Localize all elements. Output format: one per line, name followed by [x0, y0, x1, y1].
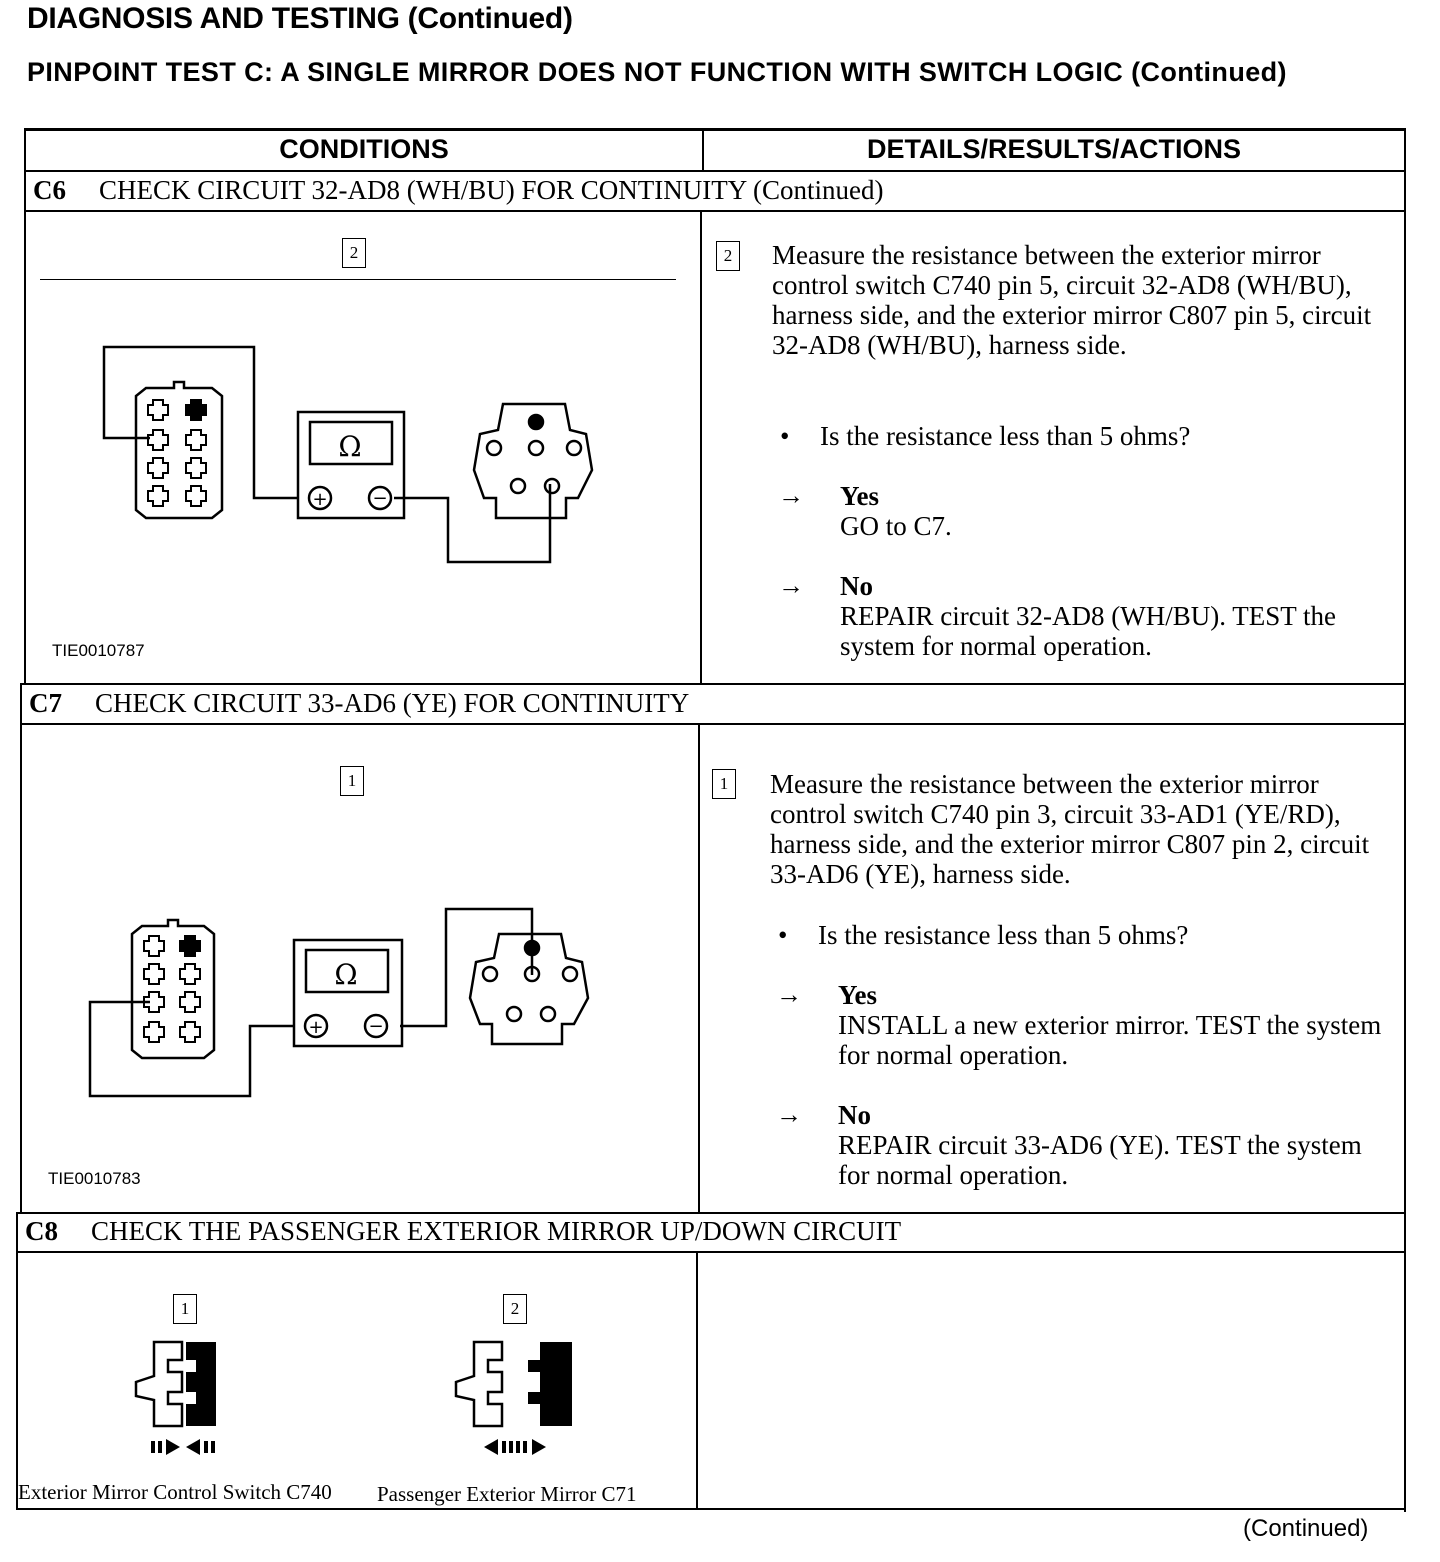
connector-caption: Exterior Mirror Control Switch C740 — [18, 1480, 332, 1504]
switch-connector-icon — [136, 1342, 182, 1426]
column-header-details: DETAILS/RESULTS/ACTIONS — [866, 134, 1241, 164]
ohm-symbol: Ω — [334, 958, 358, 991]
arrow-right-icon: → — [776, 980, 802, 1009]
section-id: C6 — [33, 175, 66, 205]
result-label: No — [840, 571, 873, 601]
bullet-icon: • — [780, 421, 790, 451]
step-number-box: 1 — [173, 1294, 197, 1324]
section-id: C7 — [29, 688, 62, 718]
result-label: Yes — [840, 481, 879, 511]
column-header-conditions: CONDITIONS — [279, 134, 449, 164]
result-action: REPAIR circuit 32-AD8 (WH/BU). TEST the system for normal operation. — [840, 601, 1336, 661]
test-question: Is the resistance less than 5 ohms? — [820, 421, 1191, 451]
page-title: DIAGNOSIS AND TESTING (Continued) — [27, 2, 573, 35]
arrow-right-icon: → — [776, 1100, 802, 1129]
step-number-box: 2 — [503, 1294, 527, 1324]
mirror-connector-icon — [456, 1342, 502, 1426]
result-label: No — [838, 1100, 871, 1130]
section-title: CHECK THE PASSENGER EXTERIOR MIRROR UP/DOWN CIRCUIT — [91, 1216, 902, 1246]
connector-icons-c8 — [0, 0, 700, 1510]
step-number-box: 1 — [340, 766, 364, 796]
connector-mate-icon — [528, 1342, 572, 1426]
step-number-box: 2 — [716, 241, 740, 271]
table-border-right — [1404, 128, 1406, 1512]
column-divider — [700, 210, 702, 685]
ohm-symbol: Ω — [338, 430, 362, 463]
bullet-icon: • — [778, 920, 788, 950]
arrows-inward-icon — [151, 1439, 215, 1455]
step-number-box: 1 — [712, 769, 736, 799]
step-instruction: Measure the resistance between the exterior mirror control switch C740 pin 5, circuit 32-AD8 (WH/BU), harness side, and the exterior mirror C807 pin 5, circuit 32-AD8 (WH/BU), harness side. — [772, 240, 1372, 360]
result-yes — [838, 980, 1388, 1070]
arrows-outward-icon — [484, 1439, 546, 1455]
figure-id: TIE0010787 — [52, 641, 145, 660]
connector-caption: Passenger Exterior Mirror C71 — [377, 1482, 637, 1506]
arrow-right-icon: → — [778, 481, 804, 510]
result-action: REPAIR circuit 33-AD6 (YE). TEST the system for normal operation. — [838, 1130, 1362, 1190]
continued-footer: (Continued) — [1243, 1515, 1369, 1542]
negative-terminal: − — [368, 1016, 384, 1037]
negative-terminal: − — [372, 488, 388, 509]
positive-terminal: + — [312, 489, 328, 510]
result-label: Yes — [838, 980, 877, 1010]
positive-terminal: + — [308, 1017, 324, 1038]
test-question: Is the resistance less than 5 ohms? — [818, 920, 1189, 950]
result-action: GO to C7. — [840, 511, 952, 541]
step-instruction: Measure the resistance between the exterior mirror control switch C740 pin 3, circuit 33-AD1 (YE/RD), harness side, and the exterior mirror C807 pin 2, circuit 33-AD6 (YE), harness side. — [770, 769, 1370, 889]
section-id: C8 — [25, 1216, 58, 1246]
result-no — [840, 571, 1390, 661]
section-title: CHECK CIRCUIT 33-AD6 (YE) FOR CONTINUITY — [95, 688, 690, 718]
connector-mate-icon — [186, 1342, 216, 1426]
result-action: INSTALL a new exterior mirror. TEST the system for normal operation. — [838, 1010, 1382, 1070]
figure-id: TIE0010783 — [48, 1169, 141, 1188]
arrow-right-icon: → — [778, 571, 804, 600]
section-title: CHECK CIRCUIT 32-AD8 (WH/BU) FOR CONTINUITY (Continued) — [99, 175, 884, 205]
result-yes — [840, 481, 1390, 541]
result-no — [838, 1100, 1388, 1190]
step-number-box: 2 — [342, 238, 366, 268]
page-subtitle: PINPOINT TEST C: A SINGLE MIRROR DOES NOT FUNCTION WITH SWITCH LOGIC (Continued) — [27, 57, 1287, 87]
